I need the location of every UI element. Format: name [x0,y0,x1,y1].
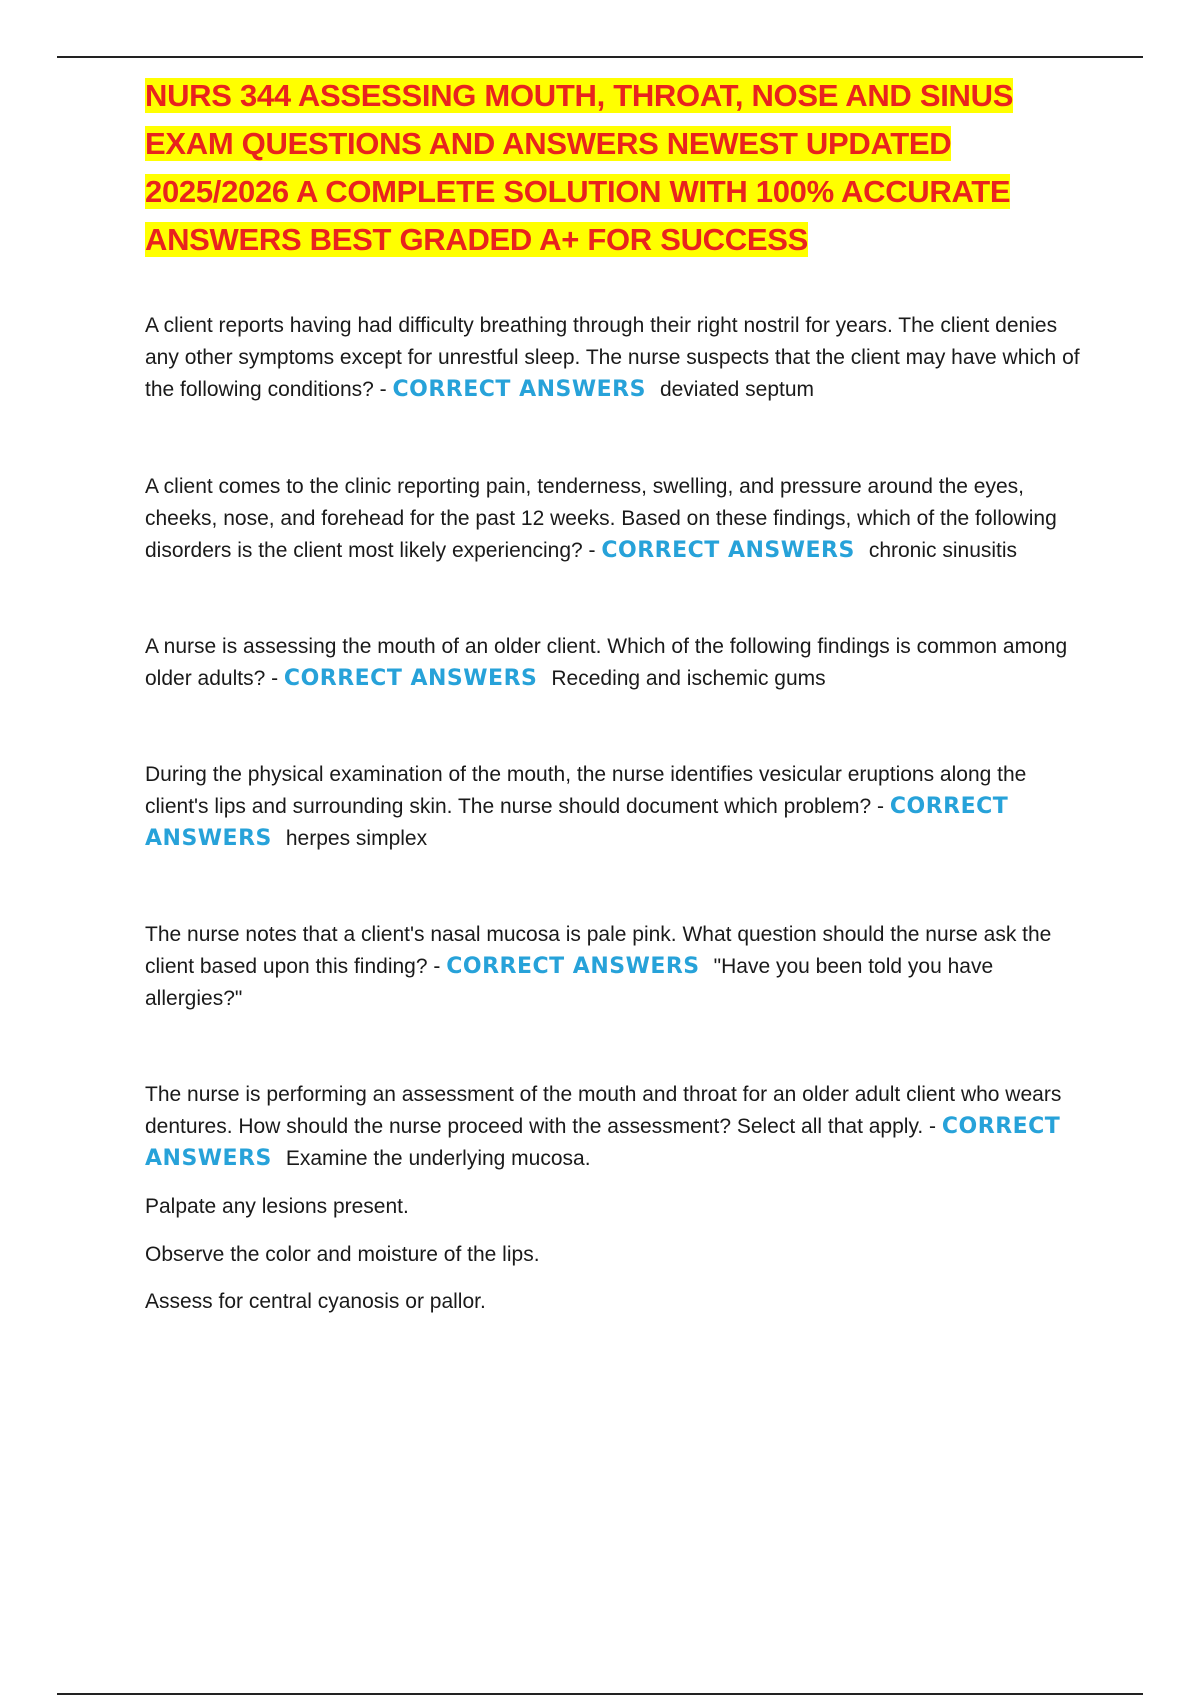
correct-answers-label: CORRECT ANSWERS [446,954,700,979]
answer-text: Examine the underlying mucosa. [285,1147,591,1170]
correct-answers-label: CORRECT ANSWERS [145,794,1009,851]
answer-text: "Have you been told you have allergies?" [145,955,994,1010]
question-block-2 [145,471,1090,567]
question-text: A client reports having had difficulty breathing through their right nostril for years. The client denies any other symptoms except for unrestful sleep. The nurse suspects that the client may have which of the following conditions? - [145,314,1080,401]
title-highlight: NURS 344 ASSESSING MOUTH, THROAT, NOSE AND SINUS EXAM QUESTIONS AND ANSWERS NEWEST UPDATED 2025/2026 A COMPLETE SOLUTION WITH 100% ACCURATE ANSWERS BEST GRADED A+ FOR SUCCESS [145,78,1014,257]
correct-answers-label: CORRECT ANSWERS [145,1114,1061,1171]
document-title [145,72,1090,264]
answer-text: deviated septum [659,378,815,401]
correct-answers-label: CORRECT ANSWERS [601,538,855,563]
question-text: A client comes to the clinic reporting pain, tenderness, swelling, and pressure around the eyes, cheeks, nose, and forehead for the past 12 weeks. Based on these findings, which of the following disorders is the client most likely experiencing? - [145,475,1057,562]
question-block-3 [145,631,1090,695]
answer-text: chronic sinusitis [868,539,1018,562]
question-text: During the physical examination of the mouth, the nurse identifies vesicular eruptions along the client's lips and surrounding skin. The nurse should document which problem? - [145,763,1027,818]
additional-answer: Observe the color and moisture of the lips. [145,1243,540,1266]
document-body [145,72,1090,1318]
correct-answers-label: CORRECT ANSWERS [283,666,538,691]
question-block-6 [145,1079,1090,1175]
additional-answer: Assess for central cyanosis or pallor. [145,1290,486,1313]
answer-text: Receding and ischemic gums [551,667,826,690]
bottom-rule [57,1693,1143,1695]
correct-answers-label: CORRECT ANSWERS [392,377,646,402]
answer-text: herpes simplex [285,827,428,850]
additional-answer: Palpate any lesions present. [145,1195,409,1218]
question-block-4 [145,759,1090,855]
question-block-1 [145,310,1090,406]
question-text: The nurse is performing an assessment of the mouth and throat for an older adult client who wears dentures. How should the nurse proceed with the assessment? Select all that apply. - [145,1083,1062,1138]
question-text: The nurse notes that a client's nasal mucosa is pale pink. What question should the nurse ask the client based upon this finding? - [145,923,1052,978]
question-block-5 [145,919,1090,1015]
top-rule [57,56,1143,58]
question-text: A nurse is assessing the mouth of an older client. Which of the following findings is common among older adults? - [145,635,1068,690]
